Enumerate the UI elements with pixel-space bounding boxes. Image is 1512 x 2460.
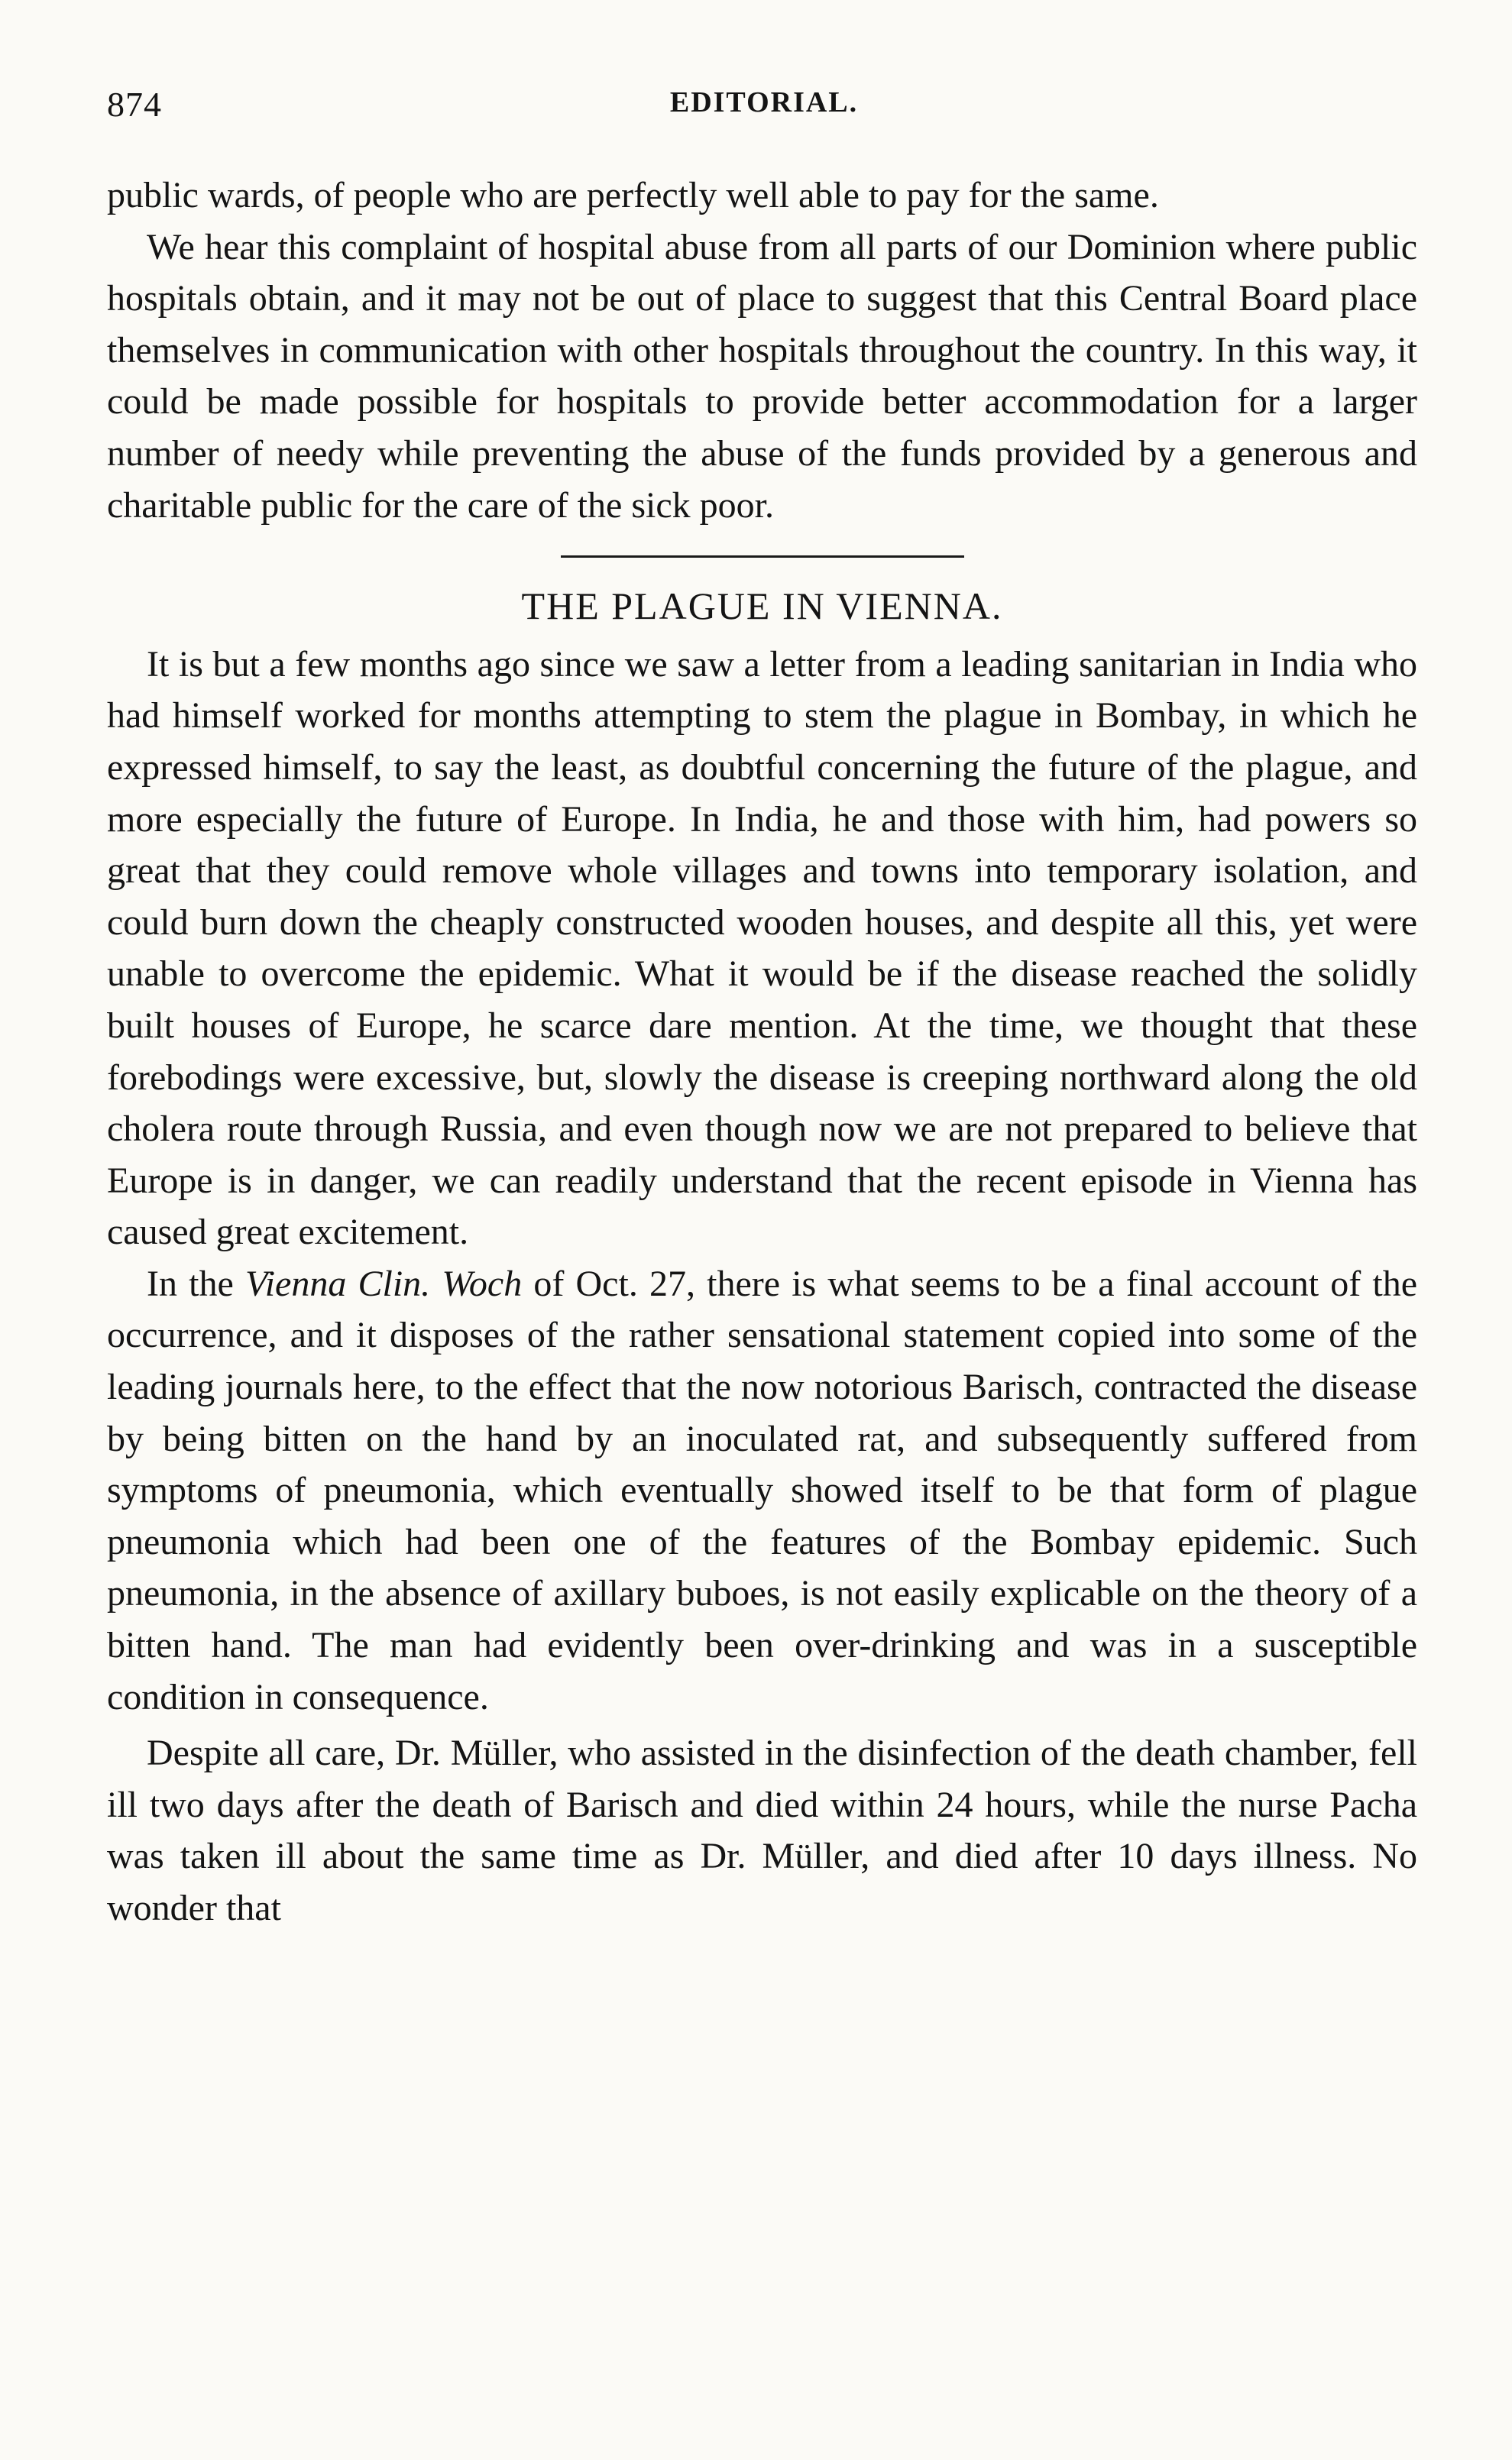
editorial-body <box>107 170 1417 1934</box>
page-header <box>107 84 1421 130</box>
paragraph-plague-bombay: It is but a few months ago since we saw a letter from a leading sanitarian in India who had himself worked for months attempting to stem the plague in Bombay, in which he expressed himself, to say the least, as doubtful concerning the future of the plague, and more especially the future of Europe. In India, he and those with him, had powers so great that they could remove whole villages and towns into temporary isolation, and could burn down the cheaply constructed wooden houses, and despite all this, yet were unable to overcome the epidemic. What it would be if the disease reached the solidly built houses of Europe, he scarce dare mention. At the time, we thought that these forebodings were excessive, but, slowly the disease is creeping northward along the old cholera route through Russia, and even though now we are not prepared to believe that Europe is in danger, we can readily understand that the recent episode in Vienna has caused great excitement. <box>107 643 1417 1253</box>
section-divider <box>561 555 964 558</box>
paragraph-hospital-abuse: We hear this complaint of hospital abuse from all parts of our Dominion where public hospitals obtain, and it may not be out of place to suggest that this Central Board place themselves in communication with other hospitals throughout the country. In this way, it could be made possible for hospitals to provide better accommodation for a larger number of needy while preventing the abuse of the funds provided by a generous and charitable public for the care of the sick poor. <box>107 226 1417 526</box>
paragraph-hospital-abuse-end: public wards, of people who are perfectly well able to pay for the same. <box>107 175 1159 215</box>
paragraph-vienna-intro: In the <box>147 1263 245 1304</box>
journal-title: Vienna Clin. Woch <box>244 1263 523 1304</box>
paragraph-vienna-rest: of Oct. 27, there is what seems to be a final account of the occurrence, and it disposes of the rather sensational statement copied into some of the leading journals here, to the effect that the now notorious Barisch, contracted the disease by being bitten on the hand by an inoculated rat, and subsequently suffered from symptoms of pneumonia, which eventually showed itself to be that form of plague pneumonia which had been one of the features of the Bombay epidemic. Such pneumonia, in the absence of axillary buboes, is not easily explicable on the theory of a bitten hand. The man had evidently been over-drinking and was in a susceptible condition in consequence. <box>107 1263 1418 1717</box>
running-head: EDITORIAL. <box>669 86 859 118</box>
paragraph-muller-death: Despite all care, Dr. Müller, who assisted in the disinfection of the death chamber, fell ill two days after the death of Barisch and died within 24 hours, while the nurse Pacha was taken ill about the same time as Dr. Müller, and died after 10 days illness. No wonder that <box>107 1733 1417 1928</box>
page-number: 874 <box>107 85 162 124</box>
paragraph-vienna-account <box>107 1258 1417 1723</box>
section-heading: THE PLAGUE IN VIENNA. <box>521 584 1003 628</box>
